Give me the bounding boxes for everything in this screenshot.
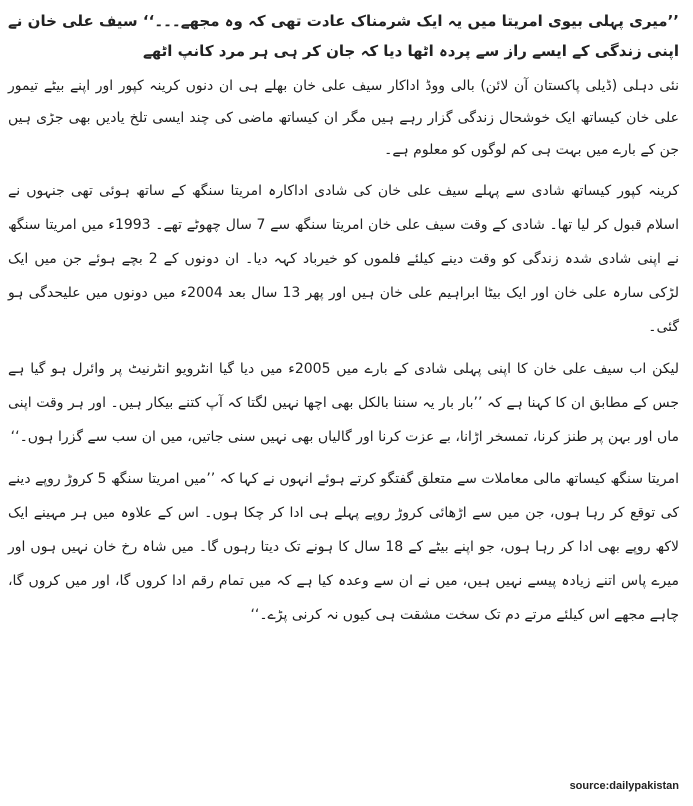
article-paragraph-finances: امریتا سنگھ کیساتھ مالی معاملات سے متعلق گفتگو کرتے ہوئے انہوں نے کہا کہ ’’میں امریتا سنگھ 5 کروڑ روپے دینے کی توقع کر رہا ہوں، جن میں سے اڑھائی کروڑ روپے پہلے ہی ادا کر چکا ہوں۔ اس کے علاوہ میں ہر مہینے ایک لاکھ روپے بھی ادا کر رہا ہوں، جو اپنے بیٹے کے 18 سال کا ہونے تک دیتا رہوں گا۔ میں شاہ رخ خان نہیں ہوں اور میرے پاس اتنے زیادہ پیسے نہیں ہیں، میں نے ان سے وعدہ کیا ہے کہ میں تمام رقم ادا کروں گا، اور میں کروں گا، چاہے مجھے اس کیلئے مرتے دم تک سخت مشقت ہی کیوں نہ کرنی پڑے۔‘‘ — [8, 471, 679, 623]
article-paragraph-intro: نئی دہلی (ڈیلی پاکستان آن لائن) بالی ووڈ اداکار سیف علی خان بھلے ہی ان دنوں کرینہ کپور اور اپنے بیٹے تیمور علی خان کیساتھ ایک خوشحال زندگی گزار رہے ہیں مگر ان کیساتھ ماضی کی چند ایسی تلخ یادیں بھی جڑی ہیں جن کے بارے میں بہت ہی کم لوگوں کو معلوم ہے۔ — [8, 78, 679, 158]
source-credit: source:dailypakistan — [569, 780, 679, 792]
article-paragraph-interview: لیکن اب سیف علی خان کا اپنی پہلی شادی کے بارے میں 2005ء میں دیا گیا انٹرویو انٹرنیٹ پر وائرل ہو گیا ہے جس کے مطابق ان کا کہنا ہے کہ ’’بار بار یہ سننا بالکل بھی اچھا نہیں لگتا کہ آپ کتنے بیکار ہیں۔ اور ہر وقت اپنی ماں اور بہن پر طنز کرنا، تمسخر اڑانا، بے عزت کرنا اور گالیاں بھی نہیں سنی جاتیں، میں ان سب سے گزرا ہوں۔‘‘ — [8, 361, 679, 445]
article-paragraph-marriage: کرینہ کپور کیساتھ شادی سے پہلے سیف علی خان کی شادی اداکارہ امریتا سنگھ کے ساتھ ہوئی تھی جنہوں نے اسلام قبول کر لیا تھا۔ شادی کے وقت سیف علی خان امریتا سنگھ سے 7 سال چھوٹے تھے۔ 1993ء میں امریتا سنگھ نے اپنی شادی شدہ زندگی کو وقت دینے کیلئے فلموں کو خیرباد کہہ دیا۔ ان دونوں کے 2 بچے ہوئے جن میں ایک لڑکی سارہ علی خان اور ایک بیٹا ابراہیم علی خان ہیں اور پھر 13 سال بعد 2004ء میں دونوں میں علیحدگی ہو گئی۔ — [8, 183, 679, 335]
article — [8, 6, 679, 640]
article-headline: ’’میری پہلی بیوی امریتا میں یہ ایک شرمناک عادت تھی کہ وہ مجھے۔۔۔‘‘ سیف علی خان نے اپنی زندگی کے ایسے راز سے پردہ اٹھا دیا کہ جان کر ہی ہر مرد کانپ اٹھے — [8, 12, 679, 60]
